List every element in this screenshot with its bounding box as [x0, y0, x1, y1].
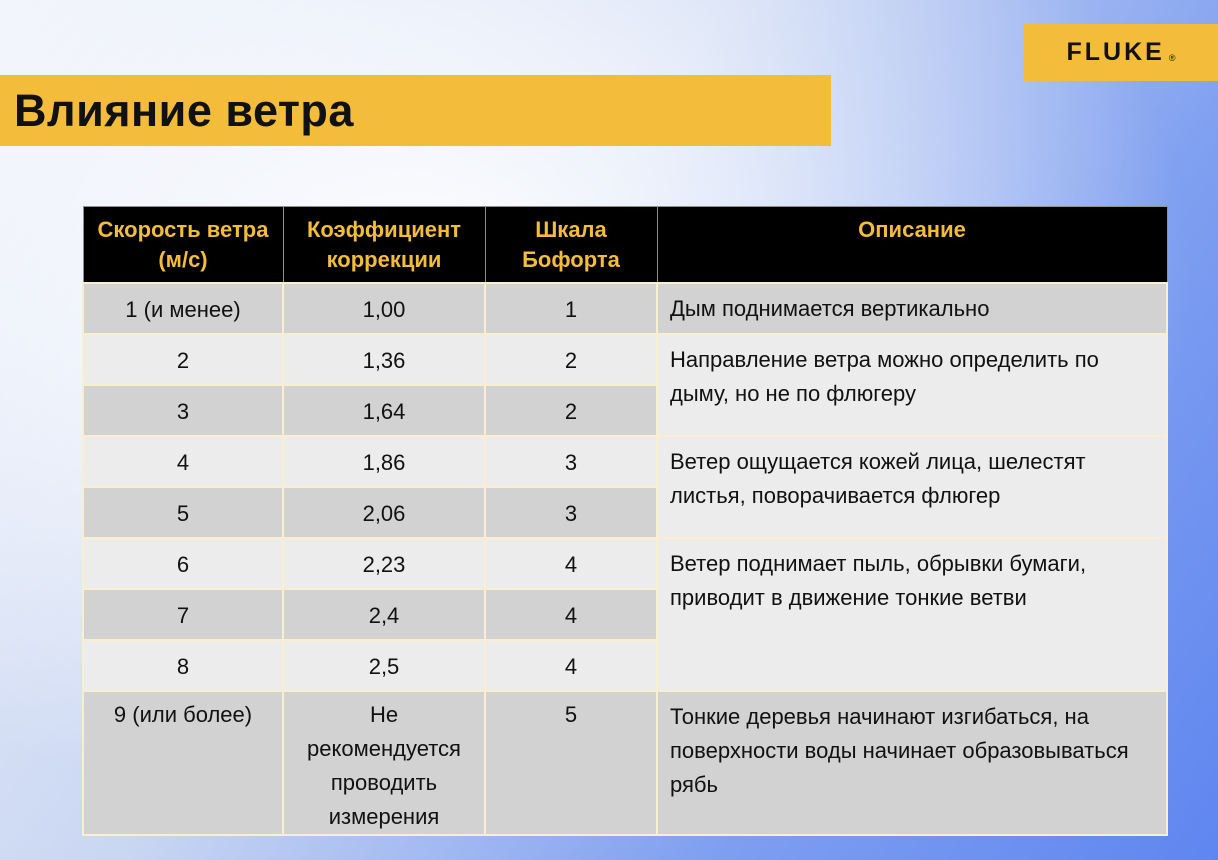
cell-description: Ветер ощущается кожей лица, шелестят листья, поворачивается флюгер [657, 436, 1167, 538]
cell-beaufort: 4 [485, 589, 657, 640]
page-title: Влияние ветра [14, 84, 354, 136]
cell-coefficient: 2,4 [283, 589, 485, 640]
cell-coefficient: 1,86 [283, 436, 485, 487]
cell-speed: 3 [83, 385, 283, 436]
cell-beaufort: 1 [485, 283, 657, 334]
cell-speed: 7 [83, 589, 283, 640]
cell-speed: 6 [83, 538, 283, 589]
table-header-row [83, 207, 1167, 283]
cell-beaufort: 3 [485, 487, 657, 538]
table-row [83, 691, 1167, 835]
logo-registered-mark: ® [1168, 52, 1176, 63]
title-bar [0, 75, 831, 146]
table-row [83, 334, 1167, 385]
cell-beaufort: 4 [485, 640, 657, 691]
cell-description: Дым поднимается вертикально [657, 283, 1167, 334]
cell-beaufort: 5 [485, 691, 657, 835]
cell-description: Тонкие деревья начинают изгибаться, на поверхности воды начинает образовываться рябь [657, 691, 1167, 835]
fluke-logo [1024, 24, 1218, 81]
cell-speed: 9 (или более) [83, 691, 283, 835]
cell-speed: 4 [83, 436, 283, 487]
cell-coefficient: 1,00 [283, 283, 485, 334]
cell-coefficient: 1,64 [283, 385, 485, 436]
cell-coefficient: Не рекомендуется проводить измерения [283, 691, 485, 835]
header-wind-speed: Скорость ветра (м/с) [83, 207, 283, 283]
header-correction-coefficient: Коэффициент коррекции [283, 207, 485, 283]
header-beaufort-scale: Шкала Бофорта [485, 207, 657, 283]
cell-speed: 2 [83, 334, 283, 385]
cell-speed: 1 (и менее) [83, 283, 283, 334]
table-row [83, 538, 1167, 589]
wind-influence-table [82, 206, 1168, 836]
cell-beaufort: 2 [485, 385, 657, 436]
cell-description: Направление ветра можно определить по дыму, но не по флюгеру [657, 334, 1167, 436]
cell-coefficient: 2,06 [283, 487, 485, 538]
cell-coefficient: 2,23 [283, 538, 485, 589]
header-description: Описание [657, 207, 1167, 283]
cell-beaufort: 3 [485, 436, 657, 487]
cell-beaufort: 4 [485, 538, 657, 589]
table-row [83, 436, 1167, 487]
cell-description: Ветер поднимает пыль, обрывки бумаги, приводит в движение тонкие ветви [657, 538, 1167, 691]
cell-beaufort: 2 [485, 334, 657, 385]
cell-coefficient: 2,5 [283, 640, 485, 691]
cell-speed: 5 [83, 487, 283, 538]
cell-coefficient: 1,36 [283, 334, 485, 385]
cell-speed: 8 [83, 640, 283, 691]
logo-text: FLUKE [1066, 38, 1165, 66]
table-row [83, 283, 1167, 334]
